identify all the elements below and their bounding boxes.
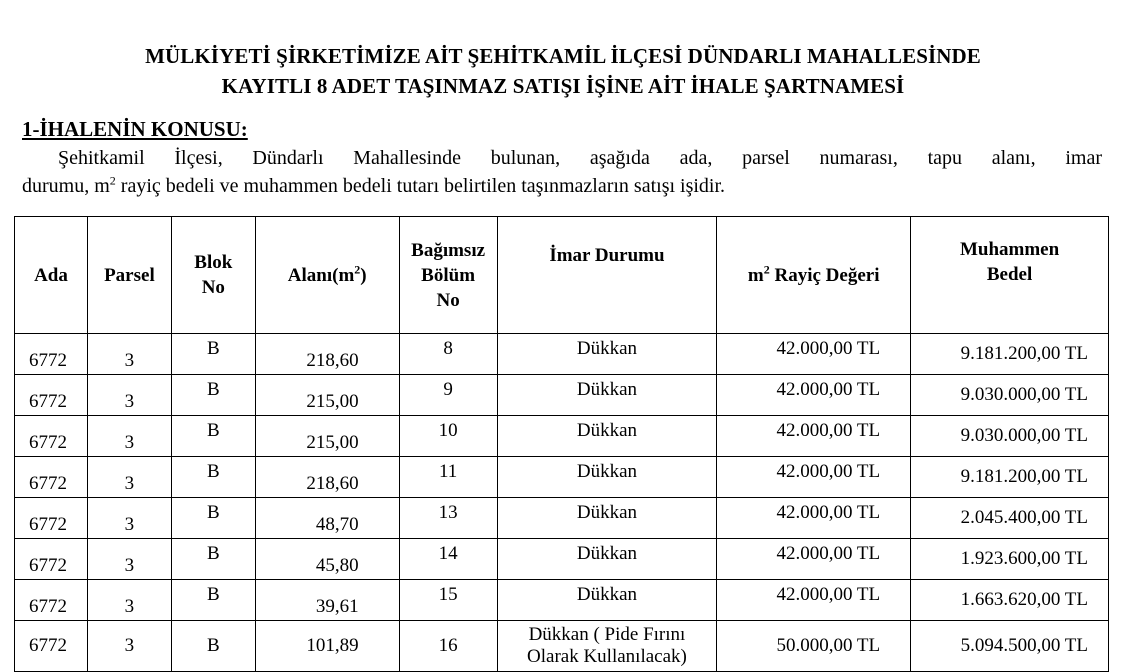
header-ada: Ada (15, 217, 88, 334)
document-title-line-1: MÜLKİYETİ ŞİRKETİMİZE AİT ŞEHİTKAMİL İLÇESİ DÜNDARLI MAHALLESİNDE (145, 44, 981, 68)
cell-blok: B (171, 498, 255, 539)
header-text: Muhammen (959, 239, 1060, 260)
table-row (15, 580, 1109, 621)
cell-alan: 45,80 (255, 539, 399, 580)
cell-ada: 6772 (15, 457, 88, 498)
table-row (15, 539, 1109, 580)
cell-bedel: 9.181.200,00 TL (911, 457, 1109, 498)
cell-parsel: 3 (87, 580, 171, 621)
cell-rayic: 42.000,00 TL (717, 539, 911, 580)
cell-ada: 6772 (15, 539, 88, 580)
header-alan (255, 217, 399, 334)
cell-parsel: 3 (87, 375, 171, 416)
cell-bedel: 5.094.500,00 TL (911, 621, 1109, 672)
paragraph-text: durumu, m (22, 175, 110, 197)
header-blok-no (171, 217, 255, 334)
document-title-line-2: KAYITLI 8 ADET TAŞINMAZ SATIŞI İŞİNE AİT İHALE ŞARTNAMESİ (221, 74, 905, 98)
table-row (15, 498, 1109, 539)
cell-parsel: 3 (87, 416, 171, 457)
cell-alan: 215,00 (255, 416, 399, 457)
paragraph-line-1: Şehitkamil İlçesi, Dündarlı Mahallesinde bulunan, aşağıda ada, parsel numarası, tapu alanı, imar (58, 147, 1102, 169)
table-header-row (15, 217, 1109, 334)
cell-bolum: 8 (399, 334, 497, 375)
cell-bedel: 9.181.200,00 TL (911, 334, 1109, 375)
cell-blok: B (171, 334, 255, 375)
cell-alan: 48,70 (255, 498, 399, 539)
cell-rayic: 42.000,00 TL (717, 416, 911, 457)
cell-bolum: 13 (399, 498, 497, 539)
header-text: Bedel (986, 264, 1033, 285)
superscript: 2 (354, 262, 361, 277)
header-text: Alanı(m (287, 264, 355, 286)
cell-blok: B (171, 539, 255, 580)
superscript: 2 (763, 262, 770, 277)
cell-imar: Dükkan (497, 498, 717, 539)
cell-bolum: 10 (399, 416, 497, 457)
header-text: No (201, 277, 225, 298)
cell-rayic: 42.000,00 TL (717, 334, 911, 375)
cell-imar: Dükkan (497, 457, 717, 498)
header-text: ) (360, 264, 367, 286)
cell-blok: B (171, 580, 255, 621)
cell-imar: Dükkan (497, 580, 717, 621)
cell-alan: 218,60 (255, 334, 399, 375)
cell-imar-line: Dükkan ( Pide Fırını (528, 624, 686, 645)
cell-imar: Dükkan (497, 539, 717, 580)
paragraph-text: rayiç bedeli ve muhammen bedeli tutarı belirtilen taşınmazların satışı işidir. (115, 175, 726, 197)
cell-imar: Dükkan (497, 416, 717, 457)
cell-alan: 215,00 (255, 375, 399, 416)
cell-blok: B (171, 621, 255, 672)
cell-rayic: 50.000,00 TL (717, 621, 911, 672)
header-parsel: Parsel (87, 217, 171, 334)
section-heading: 1-İHALENİN KONUSU: (22, 117, 248, 141)
cell-parsel: 3 (87, 334, 171, 375)
cell-alan: 101,89 (255, 621, 399, 672)
cell-bedel: 9.030.000,00 TL (911, 416, 1109, 457)
cell-imar-line: Olarak Kullanılacak) (527, 646, 687, 667)
header-rayic-degeri (717, 217, 911, 334)
cell-parsel: 3 (87, 457, 171, 498)
superscript: 2 (109, 173, 116, 188)
cell-bolum: 15 (399, 580, 497, 621)
cell-blok: B (171, 416, 255, 457)
header-imar-durumu: İmar Durumu (497, 217, 717, 334)
header-text: Bölüm (421, 264, 476, 286)
cell-bedel: 9.030.000,00 TL (911, 375, 1109, 416)
cell-rayic: 42.000,00 TL (717, 498, 911, 539)
cell-bolum: 14 (399, 539, 497, 580)
cell-imar (497, 621, 717, 672)
cell-bedel: 1.663.620,00 TL (911, 580, 1109, 621)
cell-bolum: 11 (399, 457, 497, 498)
cell-parsel: 3 (87, 539, 171, 580)
header-bagimsiz-bolum-no (399, 217, 497, 334)
cell-alan: 39,61 (255, 580, 399, 621)
cell-rayic: 42.000,00 TL (717, 580, 911, 621)
cell-rayic: 42.000,00 TL (717, 457, 911, 498)
header-text: Blok (194, 252, 233, 273)
cell-ada: 6772 (15, 498, 88, 539)
cell-imar: Dükkan (497, 375, 717, 416)
paragraph-line-2 (22, 172, 1102, 200)
cell-imar: Dükkan (497, 334, 717, 375)
header-text: Bağımsız (411, 239, 486, 261)
cell-ada: 6772 (15, 621, 88, 672)
cell-bolum: 16 (399, 621, 497, 672)
table-row (15, 457, 1109, 498)
table-row (15, 416, 1109, 457)
header-text: m (747, 264, 764, 286)
cell-ada: 6772 (15, 416, 88, 457)
header-text: Rayiç Değeri (769, 264, 880, 286)
cell-ada: 6772 (15, 375, 88, 416)
cell-parsel: 3 (87, 621, 171, 672)
cell-bedel: 1.923.600,00 TL (911, 539, 1109, 580)
cell-blok: B (171, 457, 255, 498)
header-text: No (436, 289, 460, 311)
cell-rayic: 42.000,00 TL (717, 375, 911, 416)
table-row (15, 375, 1109, 416)
cell-blok: B (171, 375, 255, 416)
cell-ada: 6772 (15, 580, 88, 621)
header-muhammen-bedel (911, 217, 1109, 334)
cell-alan: 218,60 (255, 457, 399, 498)
property-table (14, 216, 1109, 672)
cell-parsel: 3 (87, 498, 171, 539)
cell-bolum: 9 (399, 375, 497, 416)
cell-bedel: 2.045.400,00 TL (911, 498, 1109, 539)
cell-ada: 6772 (15, 334, 88, 375)
table-row (15, 334, 1109, 375)
table-row (15, 621, 1109, 672)
